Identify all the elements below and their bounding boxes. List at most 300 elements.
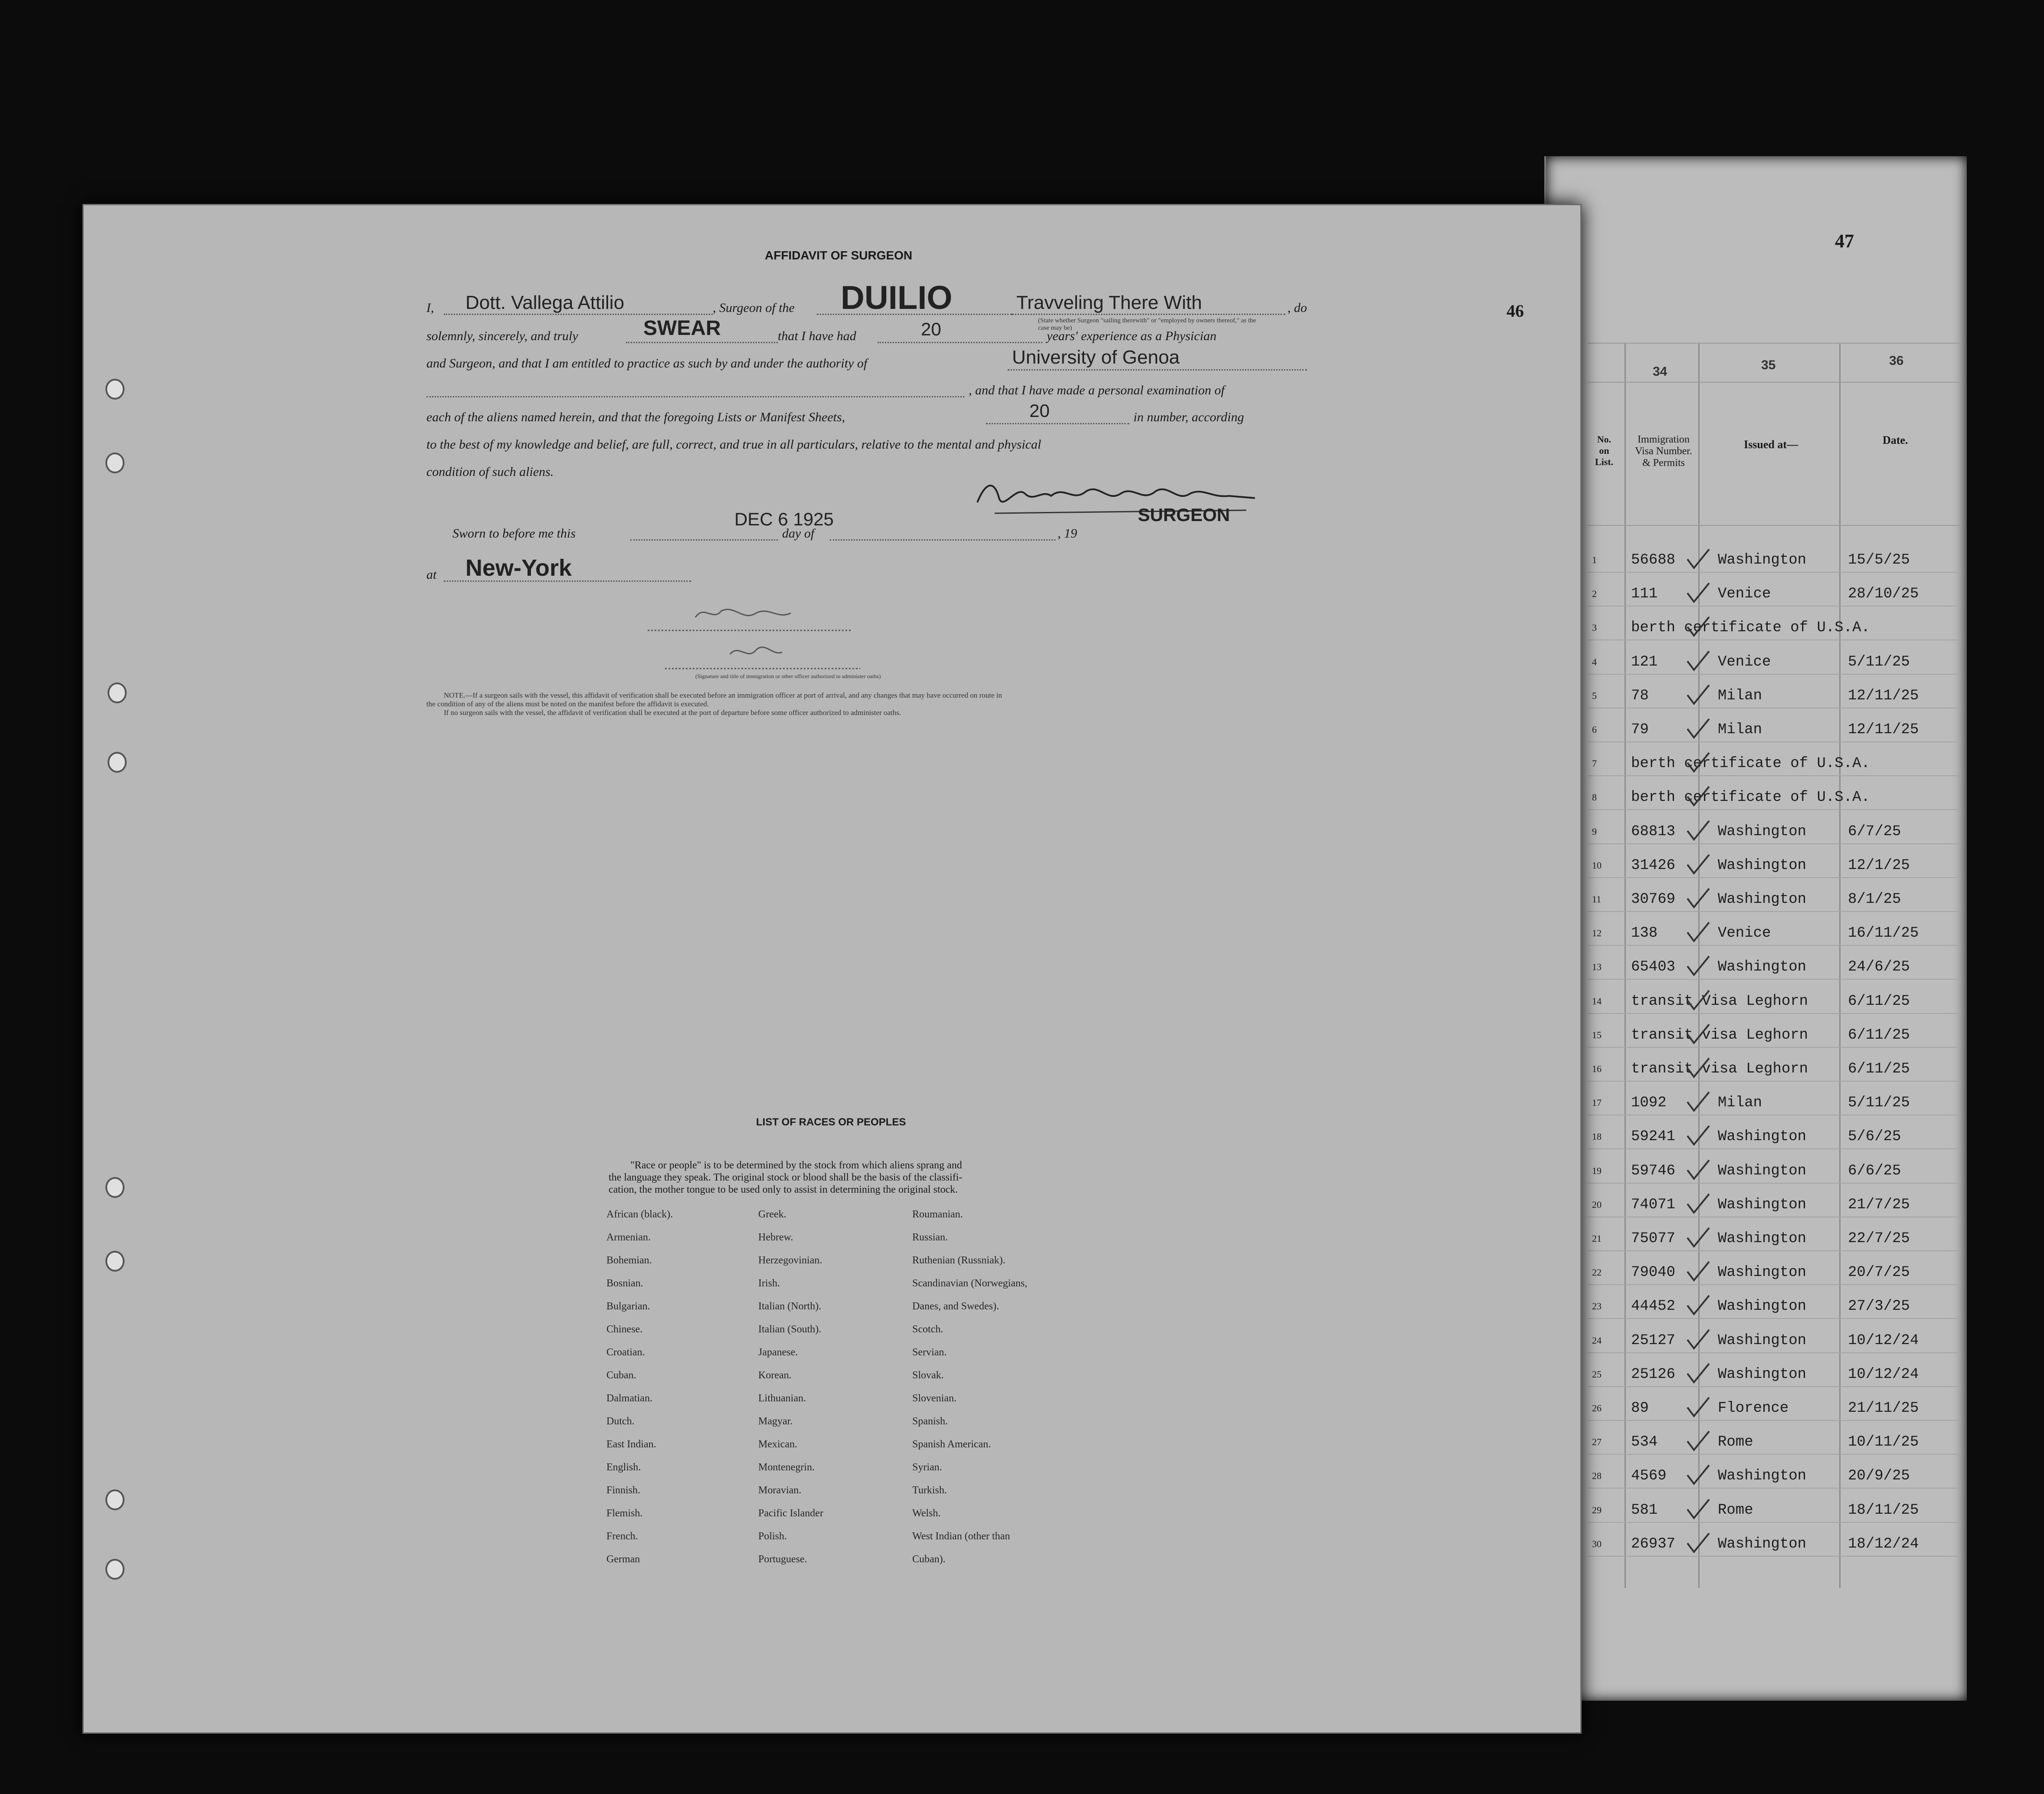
issue-date: 6/6/25 (1848, 1163, 1901, 1179)
note-line-3: If no surgeon sails with the vessel, the affidavit of verification shall be executed at the port of departure before some officer authorized to administer oaths. (444, 708, 901, 717)
issued-at: Rome (1718, 1502, 1753, 1519)
text-personal-examination: , and that I have made a personal examination of (969, 383, 1225, 397)
row-note: transit visa Leghorn (1631, 1027, 1808, 1043)
table-row (1588, 1089, 1961, 1115)
issued-at: Rome (1718, 1434, 1753, 1450)
issue-date: 12/11/25 (1848, 688, 1919, 704)
table-row (1588, 649, 1961, 675)
field-line (830, 539, 1055, 541)
races-title: LIST OF RACES OR PEOPLES (756, 1116, 906, 1128)
header-rule (1588, 525, 1961, 526)
surgeon-name: Dott. Vallega Attilio (465, 292, 625, 313)
field-line (630, 539, 778, 541)
issued-at: Milan (1718, 688, 1762, 704)
check-mark (1685, 1499, 1711, 1520)
race-item: Turkish. (912, 1485, 947, 1496)
header-rule (1588, 382, 1961, 383)
race-item: German (606, 1554, 640, 1565)
race-item: Mexican. (758, 1439, 797, 1450)
field-line (426, 396, 964, 397)
check-mark (1685, 888, 1711, 909)
issued-at: Milan (1718, 722, 1762, 738)
visa-number: 26937 (1631, 1536, 1676, 1552)
text-and-surgeon: and Surgeon, and that I am entitled to practice as such by and under the authority of (426, 356, 868, 371)
row-number: 9 (1592, 826, 1597, 837)
issued-at: Venice (1718, 586, 1771, 602)
row-rule (1588, 1386, 1961, 1387)
visa-number: 4569 (1631, 1468, 1667, 1484)
text-in-number: in number, according (1133, 410, 1244, 424)
visa-number: 74071 (1631, 1197, 1676, 1213)
row-rule (1588, 606, 1961, 607)
issue-date: 28/10/25 (1848, 586, 1919, 602)
row-number: 30 (1592, 1538, 1602, 1549)
check-mark (1685, 1193, 1711, 1215)
race-item: Slovenian. (912, 1393, 956, 1404)
table-row (1588, 1056, 1961, 1082)
table-row (1588, 1158, 1961, 1184)
race-item: Flemish. (606, 1508, 643, 1519)
row-number: 26 (1592, 1403, 1602, 1414)
officer-signature (635, 600, 860, 678)
binding-hole (105, 453, 124, 473)
row-number: 25 (1592, 1369, 1602, 1380)
row-number: 6 (1592, 724, 1597, 735)
issued-at: Washington (1718, 552, 1807, 568)
table-row (1588, 614, 1961, 640)
table-row (1588, 784, 1961, 810)
race-item: Italian (South). (758, 1324, 822, 1335)
issue-date: 10/12/24 (1848, 1366, 1919, 1383)
race-item: Hebrew. (758, 1232, 793, 1243)
race-item: Pacific Islander (758, 1508, 823, 1519)
issue-date: 21/7/25 (1848, 1197, 1910, 1213)
issue-date: 6/11/25 (1848, 1027, 1910, 1043)
race-item: Roumanian. (912, 1209, 963, 1220)
affidavit-page (82, 204, 1582, 1734)
issue-date: 10/12/24 (1848, 1332, 1919, 1349)
issued-at: Washington (1718, 1536, 1807, 1552)
field-line (986, 423, 1129, 424)
field-line (878, 342, 1042, 343)
issue-date: 6/11/25 (1848, 993, 1910, 1010)
issued-at: Washington (1718, 1230, 1807, 1247)
table-row (1588, 1395, 1961, 1421)
issued-at: Washington (1718, 1197, 1807, 1213)
check-mark (1685, 990, 1711, 1011)
row-note: berth certificate of U.S.A. (1631, 620, 1870, 636)
race-item: East Indian. (606, 1439, 656, 1450)
row-note: transit visa Leghorn (1631, 1061, 1808, 1077)
field-line (444, 314, 713, 315)
row-rule (1588, 1250, 1961, 1251)
issue-date: 22/7/25 (1848, 1230, 1910, 1247)
header-rule (1588, 343, 1961, 344)
visa-number: 138 (1631, 925, 1658, 941)
binding-hole (105, 1177, 124, 1198)
check-mark (1685, 1430, 1711, 1452)
check-mark (1685, 820, 1711, 842)
races-column-1 (606, 1203, 673, 1571)
visa-number: 44452 (1631, 1298, 1676, 1315)
field-line (626, 342, 778, 343)
race-item: Spanish. (912, 1416, 948, 1427)
visa-number: 581 (1631, 1502, 1658, 1519)
check-mark (1685, 650, 1711, 672)
visa-number: 78 (1631, 688, 1649, 704)
race-item: French. (606, 1531, 638, 1542)
field-line (1008, 369, 1307, 371)
visa-number: 68813 (1631, 823, 1676, 840)
table-row (1588, 1429, 1961, 1455)
header-no-on-list: No. on List. (1595, 434, 1614, 467)
place-stamp: New-York (465, 555, 572, 581)
row-number: 20 (1592, 1199, 1602, 1210)
binding-hole (108, 752, 127, 773)
issue-date: 12/1/25 (1848, 857, 1910, 874)
row-rule (1588, 911, 1961, 912)
check-mark (1685, 616, 1711, 638)
issue-date: 5/6/25 (1848, 1128, 1901, 1145)
race-item: Bosnian. (606, 1278, 643, 1289)
column-number-34: 34 (1653, 364, 1667, 379)
note-line-1: NOTE.—If a surgeon sails with the vessel, this affidavit of verification shall be executed before an immigration officer at port of arrival, and any changes that may have occurred on route in (444, 691, 1002, 699)
race-item: Dutch. (606, 1416, 635, 1427)
race-item: Japanese. (758, 1347, 798, 1358)
sworn-date-stamp: DEC 6 1925 (734, 509, 834, 529)
row-rule (1588, 1318, 1961, 1319)
race-item: Polish. (758, 1531, 787, 1542)
race-item: Scandinavian (Norwegians, (912, 1278, 1028, 1289)
check-mark (1685, 1261, 1711, 1282)
race-item: West Indian (other than (912, 1531, 1010, 1542)
row-rule (1588, 1013, 1961, 1014)
state-note: (State whether Surgeon "sailing therewith" or "employed by owners thereof," as the case may be) (1038, 317, 1256, 331)
issue-date: 20/9/25 (1848, 1468, 1910, 1484)
issued-at: Washington (1718, 857, 1807, 874)
race-item: Spanish American. (912, 1439, 991, 1450)
header-issued-at: Issued at— (1744, 438, 1798, 451)
race-item: Italian (North). (758, 1301, 822, 1312)
race-item: Russian. (912, 1232, 948, 1243)
row-number: 24 (1592, 1335, 1602, 1346)
issue-date: 20/7/25 (1848, 1264, 1910, 1281)
race-item: Slovak. (912, 1370, 944, 1381)
text-each-of-aliens: each of the aliens named herein, and that the foregoing Lists or Manifest Sheets, (426, 410, 845, 424)
race-item: Finnish. (606, 1485, 641, 1496)
issued-at: Washington (1718, 891, 1807, 908)
issued-at: Washington (1718, 1163, 1807, 1179)
row-rule (1588, 775, 1961, 776)
issue-date: 18/11/25 (1848, 1502, 1919, 1519)
check-mark (1685, 786, 1711, 807)
race-item: Bulgarian. (606, 1301, 650, 1312)
issue-date: 12/11/25 (1848, 722, 1919, 738)
issue-date: 24/6/25 (1848, 959, 1910, 975)
issued-at: Washington (1718, 823, 1807, 840)
binding-hole (108, 682, 127, 703)
check-mark (1685, 1329, 1711, 1351)
race-item: Chinese. (606, 1324, 643, 1335)
check-mark (1685, 582, 1711, 604)
race-item: Cuban). (912, 1554, 946, 1565)
column-number-36: 36 (1889, 354, 1904, 368)
visa-number: 1092 (1631, 1095, 1667, 1111)
table-row (1588, 852, 1961, 878)
issued-at: Venice (1718, 925, 1771, 941)
issued-at: Washington (1718, 1128, 1807, 1145)
binding-hole (105, 1251, 124, 1272)
row-rule (1588, 674, 1961, 675)
issued-at: Washington (1718, 1468, 1807, 1484)
row-rule (1588, 572, 1961, 573)
text-at: at (426, 567, 437, 582)
issue-date: 5/11/25 (1848, 654, 1910, 670)
check-mark (1685, 1397, 1711, 1418)
row-number: 1 (1592, 554, 1597, 565)
surgeon-title-stamp: SURGEON (1138, 505, 1230, 525)
check-mark (1685, 1023, 1711, 1045)
race-item: Magyar. (758, 1416, 793, 1427)
race-item: Irish. (758, 1278, 780, 1289)
text-solemnly: solemnly, sincerely, and truly (426, 329, 578, 343)
issued-at: Venice (1718, 654, 1771, 670)
visa-number: 65403 (1631, 959, 1676, 975)
sheets-count: 20 (1029, 400, 1050, 421)
years-experience: 20 (921, 319, 941, 339)
check-mark (1685, 922, 1711, 943)
issued-at: Washington (1718, 1264, 1807, 1281)
row-number: 2 (1592, 588, 1597, 599)
table-row (1588, 988, 1961, 1014)
visa-number: 111 (1631, 586, 1658, 602)
table-row (1588, 886, 1961, 912)
officer-caption: (Signature and title of immigration or other officer authorized to administer oaths) (695, 673, 881, 679)
race-item: Bohemian. (606, 1255, 652, 1266)
races-intro-3: cation, the mother tongue to be used only to assist in determining the original stock. (609, 1184, 958, 1195)
row-number: 29 (1592, 1505, 1602, 1515)
issued-at: Washington (1718, 1366, 1807, 1383)
text-surgeon-of: , Surgeon of the (713, 301, 795, 315)
row-rule (1588, 1183, 1961, 1184)
check-mark (1685, 752, 1711, 774)
table-row (1588, 581, 1961, 607)
table-row (1588, 1225, 1961, 1251)
row-rule (1588, 1284, 1961, 1285)
binding-hole (105, 379, 124, 400)
page-number-46: 46 (1507, 301, 1524, 321)
visa-number: 75077 (1631, 1230, 1676, 1247)
race-item: African (black). (606, 1209, 673, 1220)
table-row (1588, 750, 1961, 776)
swear-stamp: SWEAR (643, 317, 721, 340)
text-condition: condition of such aliens. (426, 465, 554, 479)
text-sworn: Sworn to before me this (452, 526, 576, 541)
table-row (1588, 1361, 1961, 1387)
row-number: 27 (1592, 1437, 1602, 1447)
row-number: 21 (1592, 1233, 1602, 1244)
text-years-experience: years' experience as a Physician (1047, 329, 1217, 343)
note-line-2: the condition of any of the aliens must be noted on the manifest before the affidavit is executed. (426, 700, 709, 708)
table-row (1588, 1497, 1961, 1523)
issue-date: 18/12/24 (1848, 1536, 1919, 1552)
row-number: 16 (1592, 1063, 1602, 1074)
race-item: Lithuanian. (758, 1393, 806, 1404)
row-note: berth certificate of U.S.A. (1631, 789, 1870, 806)
check-mark (1685, 1159, 1711, 1181)
ship-name: DUILIO (841, 279, 953, 316)
row-number: 11 (1592, 894, 1602, 905)
table-row (1588, 920, 1961, 946)
row-note: transit Visa Leghorn (1631, 993, 1808, 1010)
affidavit-title: AFFIDAVIT OF SURGEON (765, 249, 913, 262)
row-number: 28 (1592, 1470, 1602, 1481)
race-item: Ruthenian (Russniak). (912, 1255, 1006, 1266)
table-row (1588, 818, 1961, 844)
table-row (1588, 1463, 1961, 1489)
row-rule (1588, 809, 1961, 810)
row-number: 4 (1592, 656, 1597, 667)
row-number: 17 (1592, 1097, 1602, 1108)
race-item: Syrian. (912, 1462, 942, 1473)
race-item: Welsh. (912, 1508, 941, 1519)
row-number: 22 (1592, 1267, 1602, 1278)
row-rule (1588, 945, 1961, 946)
race-item: Korean. (758, 1370, 792, 1381)
visa-number: 534 (1631, 1434, 1658, 1450)
check-mark (1685, 1125, 1711, 1147)
row-number: 12 (1592, 928, 1602, 938)
race-item: Croatian. (606, 1347, 645, 1358)
row-number: 15 (1592, 1030, 1602, 1040)
table-row (1588, 1123, 1961, 1149)
race-item: Scotch. (912, 1324, 943, 1335)
table-row (1588, 547, 1961, 573)
row-number: 5 (1592, 690, 1597, 701)
visa-number: 25126 (1631, 1366, 1676, 1383)
check-mark (1685, 1363, 1711, 1384)
table-row (1588, 716, 1961, 742)
issued-at: Washington (1718, 1298, 1807, 1315)
row-rule (1588, 1047, 1961, 1048)
check-mark (1685, 1227, 1711, 1249)
issue-date: 27/3/25 (1848, 1298, 1910, 1315)
table-row (1588, 1293, 1961, 1319)
race-item: Dalmatian. (606, 1393, 652, 1404)
table-row (1588, 1531, 1961, 1557)
visa-number: 30769 (1631, 891, 1676, 908)
visa-number: 59746 (1631, 1163, 1676, 1179)
issue-date: 16/11/25 (1848, 925, 1919, 941)
row-number: 13 (1592, 961, 1602, 972)
row-rule (1588, 979, 1961, 980)
visa-number: 31426 (1631, 857, 1676, 874)
visa-number: 59241 (1631, 1128, 1676, 1145)
visa-number: 79040 (1631, 1264, 1676, 1281)
row-rule (1588, 1352, 1961, 1353)
field-line (1012, 314, 1285, 315)
row-rule (1588, 1081, 1961, 1082)
row-rule (1588, 741, 1961, 742)
issue-date: 10/11/25 (1848, 1434, 1919, 1450)
table-row (1588, 954, 1961, 980)
visa-number: 89 (1631, 1400, 1649, 1417)
header-visa-number: Immigration Visa Number. & Permits (1635, 434, 1692, 469)
issue-date: 5/11/25 (1848, 1095, 1910, 1111)
race-item: Greek. (758, 1209, 786, 1220)
binding-hole (105, 1559, 124, 1580)
visa-number: 56688 (1631, 552, 1676, 568)
race-item: Servian. (912, 1347, 947, 1358)
issued-at: Florence (1718, 1400, 1789, 1417)
row-number: 3 (1592, 622, 1597, 633)
issue-date: 6/11/25 (1848, 1061, 1910, 1077)
row-number: 14 (1592, 996, 1602, 1007)
check-mark (1685, 854, 1711, 876)
row-rule (1588, 877, 1961, 878)
race-item: Cuban. (606, 1370, 636, 1381)
row-number: 10 (1592, 860, 1602, 871)
authority: University of Genoa (1012, 347, 1180, 368)
issue-date: 8/1/25 (1848, 891, 1901, 908)
issued-at: Washington (1718, 1332, 1807, 1349)
check-mark (1685, 1464, 1711, 1486)
row-rule (1588, 1488, 1961, 1489)
table-row (1588, 1022, 1961, 1048)
race-item: Danes, and Swedes). (912, 1301, 999, 1312)
text-best-of-knowledge: to the best of my knowledge and belief, are full, correct, and true in all particulars, relative to the mental and physical (426, 437, 1042, 452)
text-i: I, (426, 301, 434, 315)
binding-hole (105, 1489, 124, 1510)
check-mark (1685, 684, 1711, 706)
check-mark (1685, 955, 1711, 977)
row-rule (1588, 1420, 1961, 1421)
text-that-i-have-had: that I have had (778, 329, 856, 343)
race-item: Moravian. (758, 1485, 802, 1496)
row-rule (1588, 1148, 1961, 1149)
traveling-status: Travveling There With (1016, 292, 1202, 313)
issued-at: Washington (1718, 959, 1807, 975)
text-day-of: day of (782, 526, 815, 541)
row-number: 8 (1592, 792, 1597, 803)
table-row (1588, 1191, 1961, 1217)
race-item: English. (606, 1462, 641, 1473)
issue-date: 21/11/25 (1848, 1400, 1919, 1417)
row-rule (1588, 1454, 1961, 1455)
race-item: Herzegovinian. (758, 1255, 822, 1266)
row-number: 18 (1592, 1131, 1602, 1142)
table-row (1588, 1259, 1961, 1285)
races-intro-1: "Race or people" is to be determined by the stock from which aliens sprang and (630, 1160, 962, 1171)
issued-at: Milan (1718, 1095, 1762, 1111)
check-mark (1685, 1091, 1711, 1113)
races-column-2 (758, 1203, 823, 1571)
check-mark (1685, 1295, 1711, 1316)
race-item: Portuguese. (758, 1554, 807, 1565)
text-do: , do (1287, 301, 1307, 315)
visa-number: 25127 (1631, 1332, 1676, 1349)
text-year: , 19 (1058, 526, 1077, 541)
races-column-3 (912, 1203, 1027, 1571)
race-item: Armenian. (606, 1232, 651, 1243)
row-number: 7 (1592, 758, 1597, 769)
visa-number: 79 (1631, 722, 1649, 738)
visa-number: 121 (1631, 654, 1658, 670)
issue-date: 15/5/25 (1848, 552, 1910, 568)
check-mark (1685, 1057, 1711, 1079)
row-number: 19 (1592, 1165, 1602, 1176)
check-mark (1685, 548, 1711, 570)
